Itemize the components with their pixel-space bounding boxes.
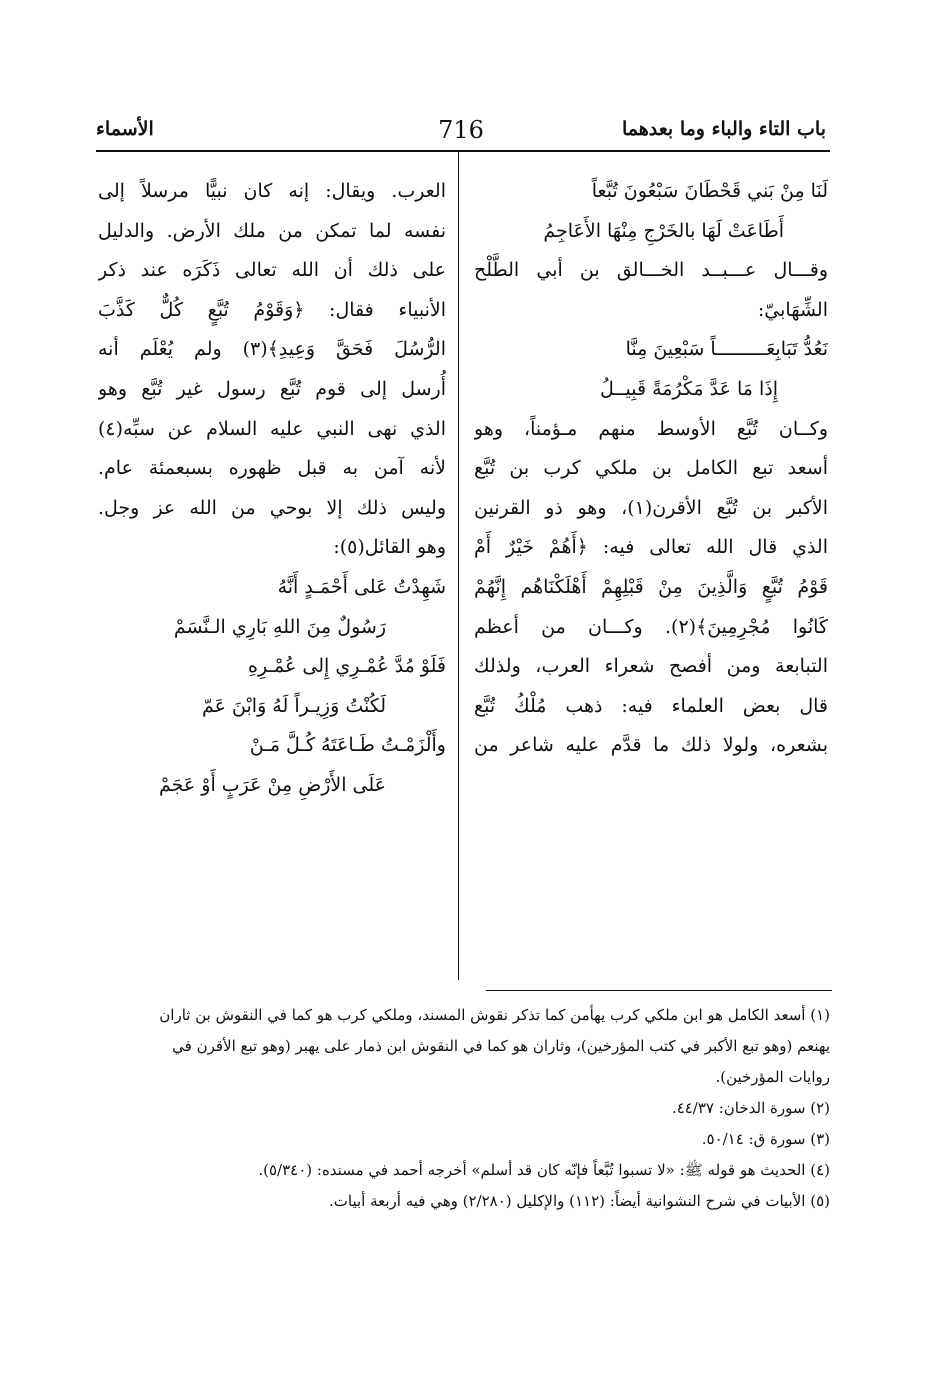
text-line: الأنبياء فقال: ﴿وَقَوْمُ تُبَّعٍ كُلٌّ كَذَّبَ xyxy=(98,298,446,321)
footnote: (٥) الأبيات في شرح النشوانية أيضاً: (١١٢) والإكليل (٢/٢٨٠) وهي فيه أربعة أبيات. xyxy=(328,1192,830,1210)
verse-line: أَطَاعَتْ لَهَا بالخَرْجِ مِنْهَا الأَعَاجِمُ xyxy=(543,219,784,242)
header-rule xyxy=(96,150,830,152)
verse-line: لَنَا مِنْ بَني قَحْطَانَ سَبْعُونَ تُبَّعاً xyxy=(591,180,828,202)
footnote: يهنعم (وهو تبع الأكبر في كتب المؤرخين)، وثاران هو كما في النقوش ابن ذمار على يهبر (وهو تبع الأقرن في xyxy=(172,1037,830,1055)
text-line: الشِّهَابيّ: xyxy=(757,298,828,321)
verse-line: لَكُنْتُ وَزِيـراً لَهُ وَابْنَ عَمّ xyxy=(202,694,386,717)
text-line: لأنه آمن به قبل ظهوره بسبعمئة عام. xyxy=(98,457,446,480)
verse-line: رَسُولٌ مِنَ اللهِ بَارِي الـنَّسَمْ xyxy=(173,615,386,638)
page-number: 716 xyxy=(438,116,484,144)
text-line: وهو القائل(٥): xyxy=(333,536,446,559)
footnote: (١) أسعد الكامل هو ابن ملكي كرب يهأمن كما تذكر نقوش المسند، وملكي كرب هو كما في النقوش بن ثاران xyxy=(159,1006,830,1024)
text-line: الرُّسُلَ فَحَقَّ وَعِيدِ﴾(٣) ولم يُعْلَم أنه xyxy=(98,338,446,361)
text-line: وكــان تُبَّع الأوسط منهم مـؤمناً، وهو xyxy=(474,417,828,440)
page-header xyxy=(96,112,826,152)
footnote: (٤) الحديث هو قوله ﷺ: «لا تسبوا تُبَّعاً فإنّه كان قد أسلم» أخرجه أحمد في مسنده: (٥/٣٤٠). xyxy=(258,1161,830,1179)
left-column xyxy=(98,172,446,806)
text-line: الذي نهى النبي عليه السلام عن سبِّه(٤) xyxy=(98,417,446,440)
text-line: العرب. ويقال: إنه كان نبيًّا مرسلاً إلى xyxy=(98,180,446,202)
text-line: نفسه لما تمكن من ملك الأرض. والدليل xyxy=(98,219,446,242)
text-line: قال بعض العلماء فيه: ذهب مُلْكُ تُبَّع xyxy=(474,694,828,717)
footnote: (٣) سورة ق: ٥٠/١٤. xyxy=(701,1130,830,1148)
footnote: روايات المؤرخين). xyxy=(715,1068,830,1086)
text-line: الأكبر بن تُبَّع الأقرن(١)، وهو ذو القرنين xyxy=(474,496,828,519)
text-line: أسعد تبع الكامل بن ملكي كرب بن تُبَّع xyxy=(474,457,828,480)
footnotes xyxy=(110,1000,830,1217)
footnote-rule xyxy=(486,990,832,991)
footnote: (٢) سورة الدخان: ٤٤/٣٧. xyxy=(671,1099,830,1117)
text-line: وليس ذلك إلا بوحي من الله عز وجل. xyxy=(98,496,446,519)
right-column xyxy=(474,172,828,766)
text-line: كَانُوا مُجْرِمِينَ﴾(٢). وكـــان من أعظم xyxy=(474,615,828,638)
verse-line: فَلَوْ مُدَّ عُمْـرِي إِلى عُمْـرِهِ xyxy=(248,655,446,678)
text-line: على ذلك أن الله تعالى ذَكَرَه عند ذكر xyxy=(98,259,446,282)
verse-line: شَهِدْتُ عَلى أَحْمَـدٍ أَنَّهُ xyxy=(277,575,446,598)
verse-line: نَعُدُّ تَبَابِعَـــــــــاً سَبْعِينَ مِنَّا xyxy=(625,338,828,361)
text-line: وقـــال عـــبــد الخـــالق بن أبي الطَّلْح xyxy=(474,259,828,282)
verse-line: عَلَى الأَرْضِ مِنْ عَرَبٍ أَوْ عَجَمْ xyxy=(159,773,386,796)
section-title: الأسماء xyxy=(96,118,154,140)
text-line: أُرسل إلى قوم تُبَّع رسول غير تُبَّع وهو xyxy=(98,377,446,400)
text-line: التبابعة ومن أفصح شعراء العرب، ولذلك xyxy=(474,655,828,678)
verse-line: وأَلْزَمْـتُ طَـاعَتَهُ كُـلَّ مَـنْ xyxy=(249,734,446,757)
chapter-title: باب التاء والباء وما بعدهما xyxy=(621,118,826,140)
text-line: بشعره، ولولا ذلك ما قدَّم عليه شاعر من xyxy=(474,734,828,757)
verse-line: إِذَا مَا عَدَّ مَكْرُمَةً قَبِيــلُ xyxy=(599,377,778,400)
column-divider xyxy=(458,152,459,980)
text-line: قَوْمُ تُبَّعٍ وَالَّذِينَ مِنْ قَبْلِهِمْ أَهْلَكْنَاهُم إِنَّهُمْ xyxy=(474,575,828,598)
text-line: الذي قال الله تعالى فيه: ﴿أَهُمْ خَيْرٌ أَمْ xyxy=(474,536,828,559)
